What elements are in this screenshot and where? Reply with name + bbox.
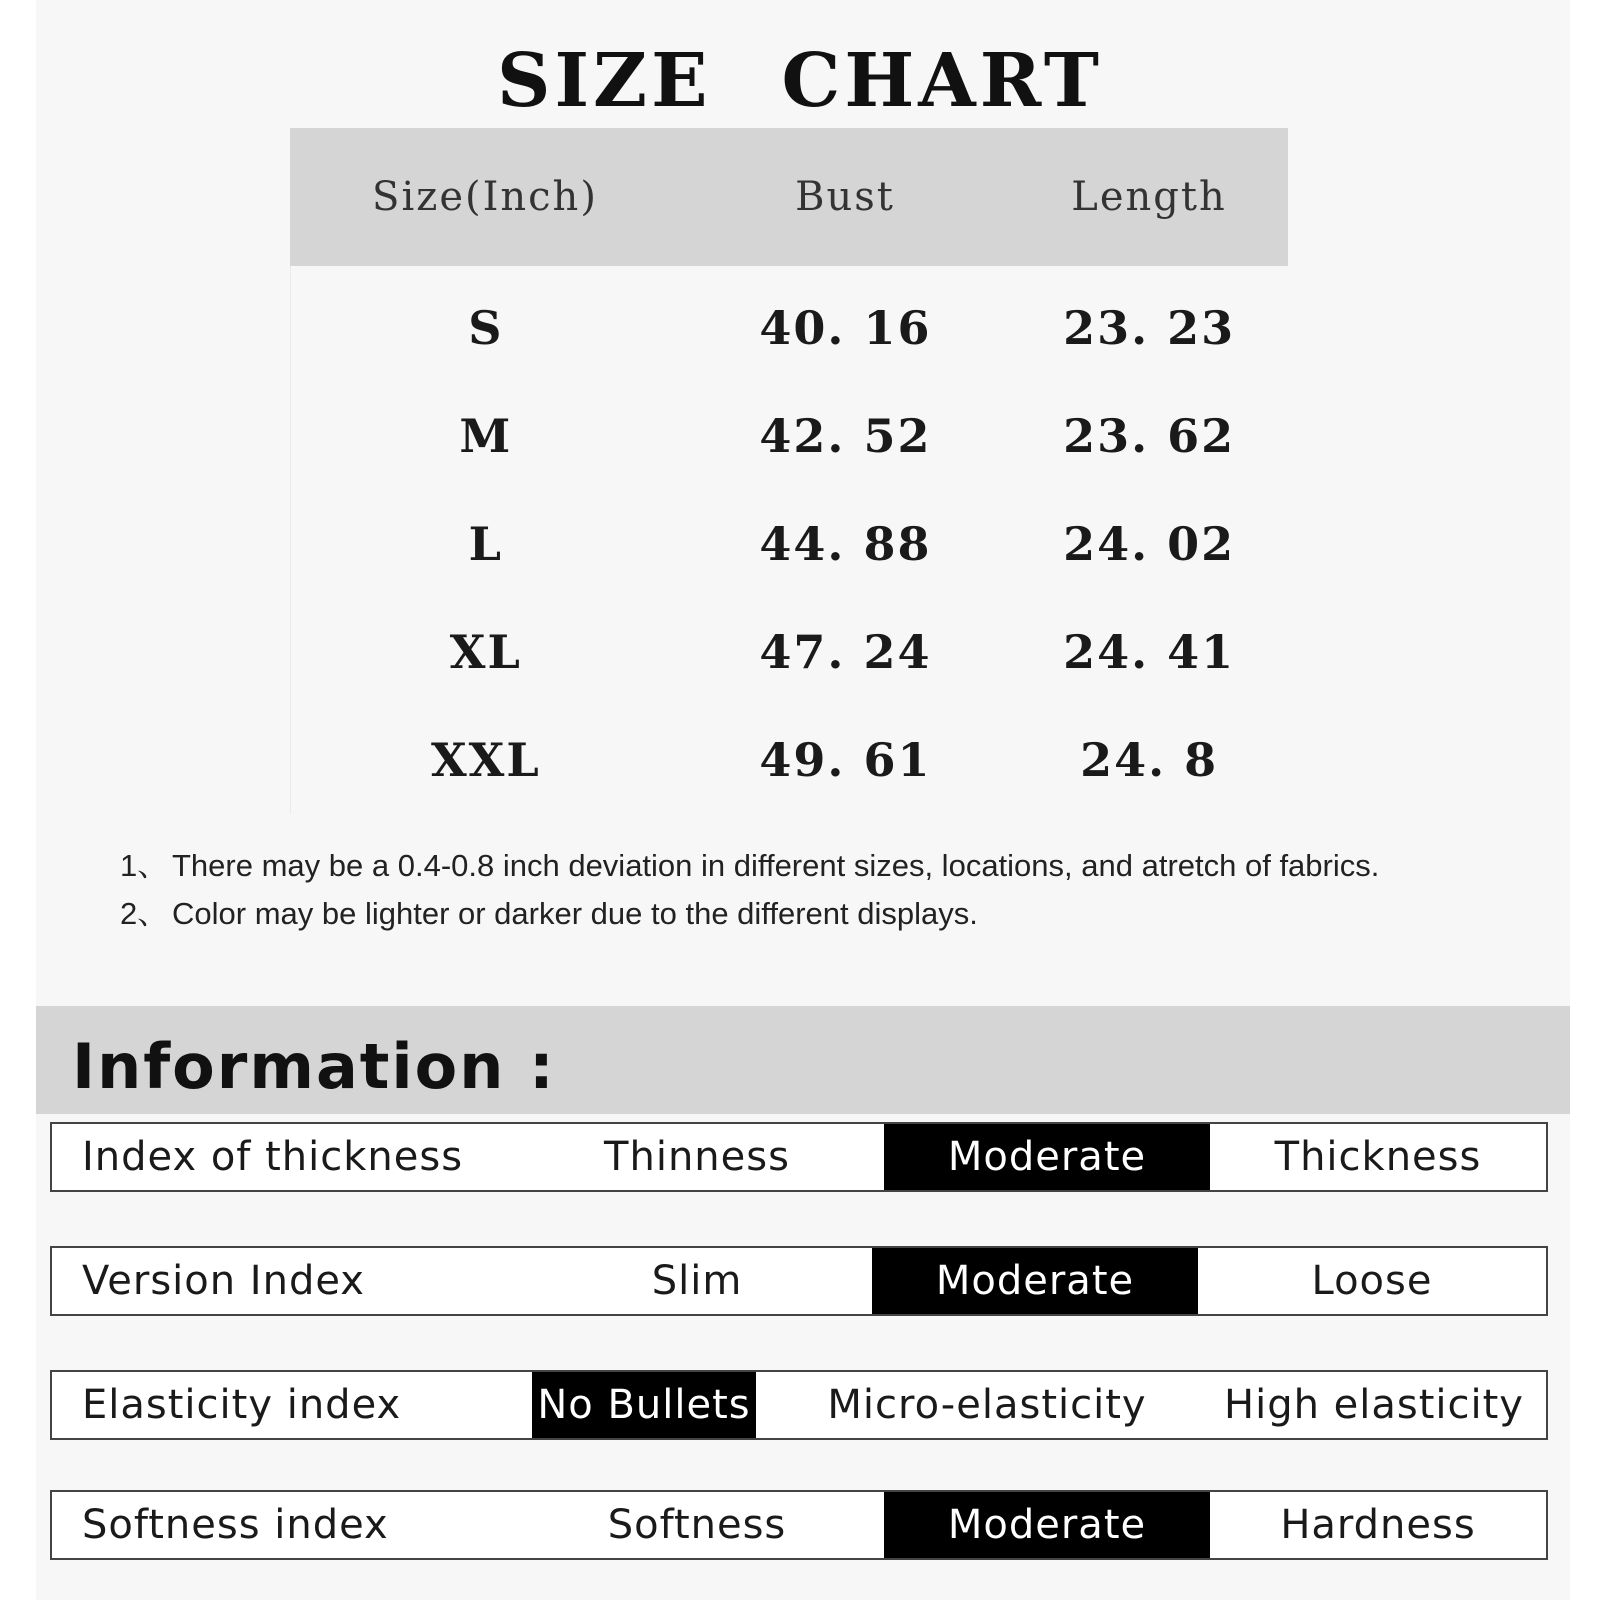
header-length: Length: [1071, 174, 1227, 220]
row-label: Version Index: [82, 1258, 365, 1304]
cell-length: 24. 8: [1080, 733, 1219, 787]
cell-length: 23. 62: [1063, 409, 1236, 463]
note-item: [120, 842, 1560, 890]
note-number: 2、: [120, 896, 169, 931]
table-row: [291, 274, 1288, 382]
title-chart: CHART: [781, 38, 1103, 124]
table-row: [291, 382, 1288, 490]
notes: [120, 842, 1560, 938]
option-micro-elasticity: Micro-elasticity: [827, 1382, 1147, 1428]
option-hardness: Hardness: [1280, 1502, 1476, 1548]
table-row: [291, 490, 1288, 598]
cell-length: 24. 02: [1063, 517, 1236, 571]
option-no-bullets-selected: No Bullets: [532, 1372, 756, 1438]
option-loose: Loose: [1311, 1258, 1433, 1304]
option-thinness: Thinness: [604, 1134, 790, 1180]
option-slim: Slim: [651, 1258, 743, 1304]
row-label: Elasticity index: [82, 1382, 402, 1428]
table-row: [291, 598, 1288, 706]
elasticity-index-row: [50, 1370, 1548, 1440]
cell-size: L: [468, 517, 503, 571]
cell-length: 24. 41: [1063, 625, 1236, 679]
note-number: 1、: [120, 848, 169, 883]
table-header: [290, 128, 1288, 266]
cell-bust: 47. 24: [759, 625, 932, 679]
cell-bust: 42. 52: [759, 409, 932, 463]
information-heading: Information :: [72, 1030, 556, 1103]
cell-size: S: [468, 301, 504, 355]
size-table: [290, 128, 1288, 814]
option-softness: Softness: [607, 1502, 787, 1548]
note-text: Color may be lighter or darker due to the different displays.: [172, 896, 978, 931]
cell-size: M: [459, 409, 513, 463]
softness-index-row: [50, 1490, 1548, 1560]
header-size: Size(Inch): [372, 174, 598, 220]
table-row: [291, 706, 1288, 814]
note-item: [120, 890, 1560, 938]
cell-size: XXL: [430, 733, 541, 787]
header-bust: Bust: [795, 174, 895, 220]
cell-length: 23. 23: [1063, 301, 1236, 355]
option-moderate-selected: Moderate: [872, 1248, 1198, 1314]
table-body: [290, 266, 1288, 814]
row-label: Index of thickness: [82, 1134, 464, 1180]
cell-bust: 40. 16: [759, 301, 932, 355]
option-high-elasticity: High elasticity: [1224, 1382, 1524, 1428]
cell-size: XL: [449, 625, 522, 679]
option-thickness: Thickness: [1274, 1134, 1482, 1180]
title-size: SIZE: [497, 38, 712, 124]
version-index-row: [50, 1246, 1548, 1316]
thickness-index-row: [50, 1122, 1548, 1192]
page-title: [0, 38, 1600, 124]
option-moderate-selected: Moderate: [884, 1492, 1210, 1558]
note-text: There may be a 0.4-0.8 inch deviation in different sizes, locations, and atretch of fabrics.: [172, 848, 1380, 883]
option-moderate-selected: Moderate: [884, 1124, 1210, 1190]
cell-bust: 49. 61: [759, 733, 932, 787]
row-label: Softness index: [82, 1502, 389, 1548]
cell-bust: 44. 88: [759, 517, 932, 571]
